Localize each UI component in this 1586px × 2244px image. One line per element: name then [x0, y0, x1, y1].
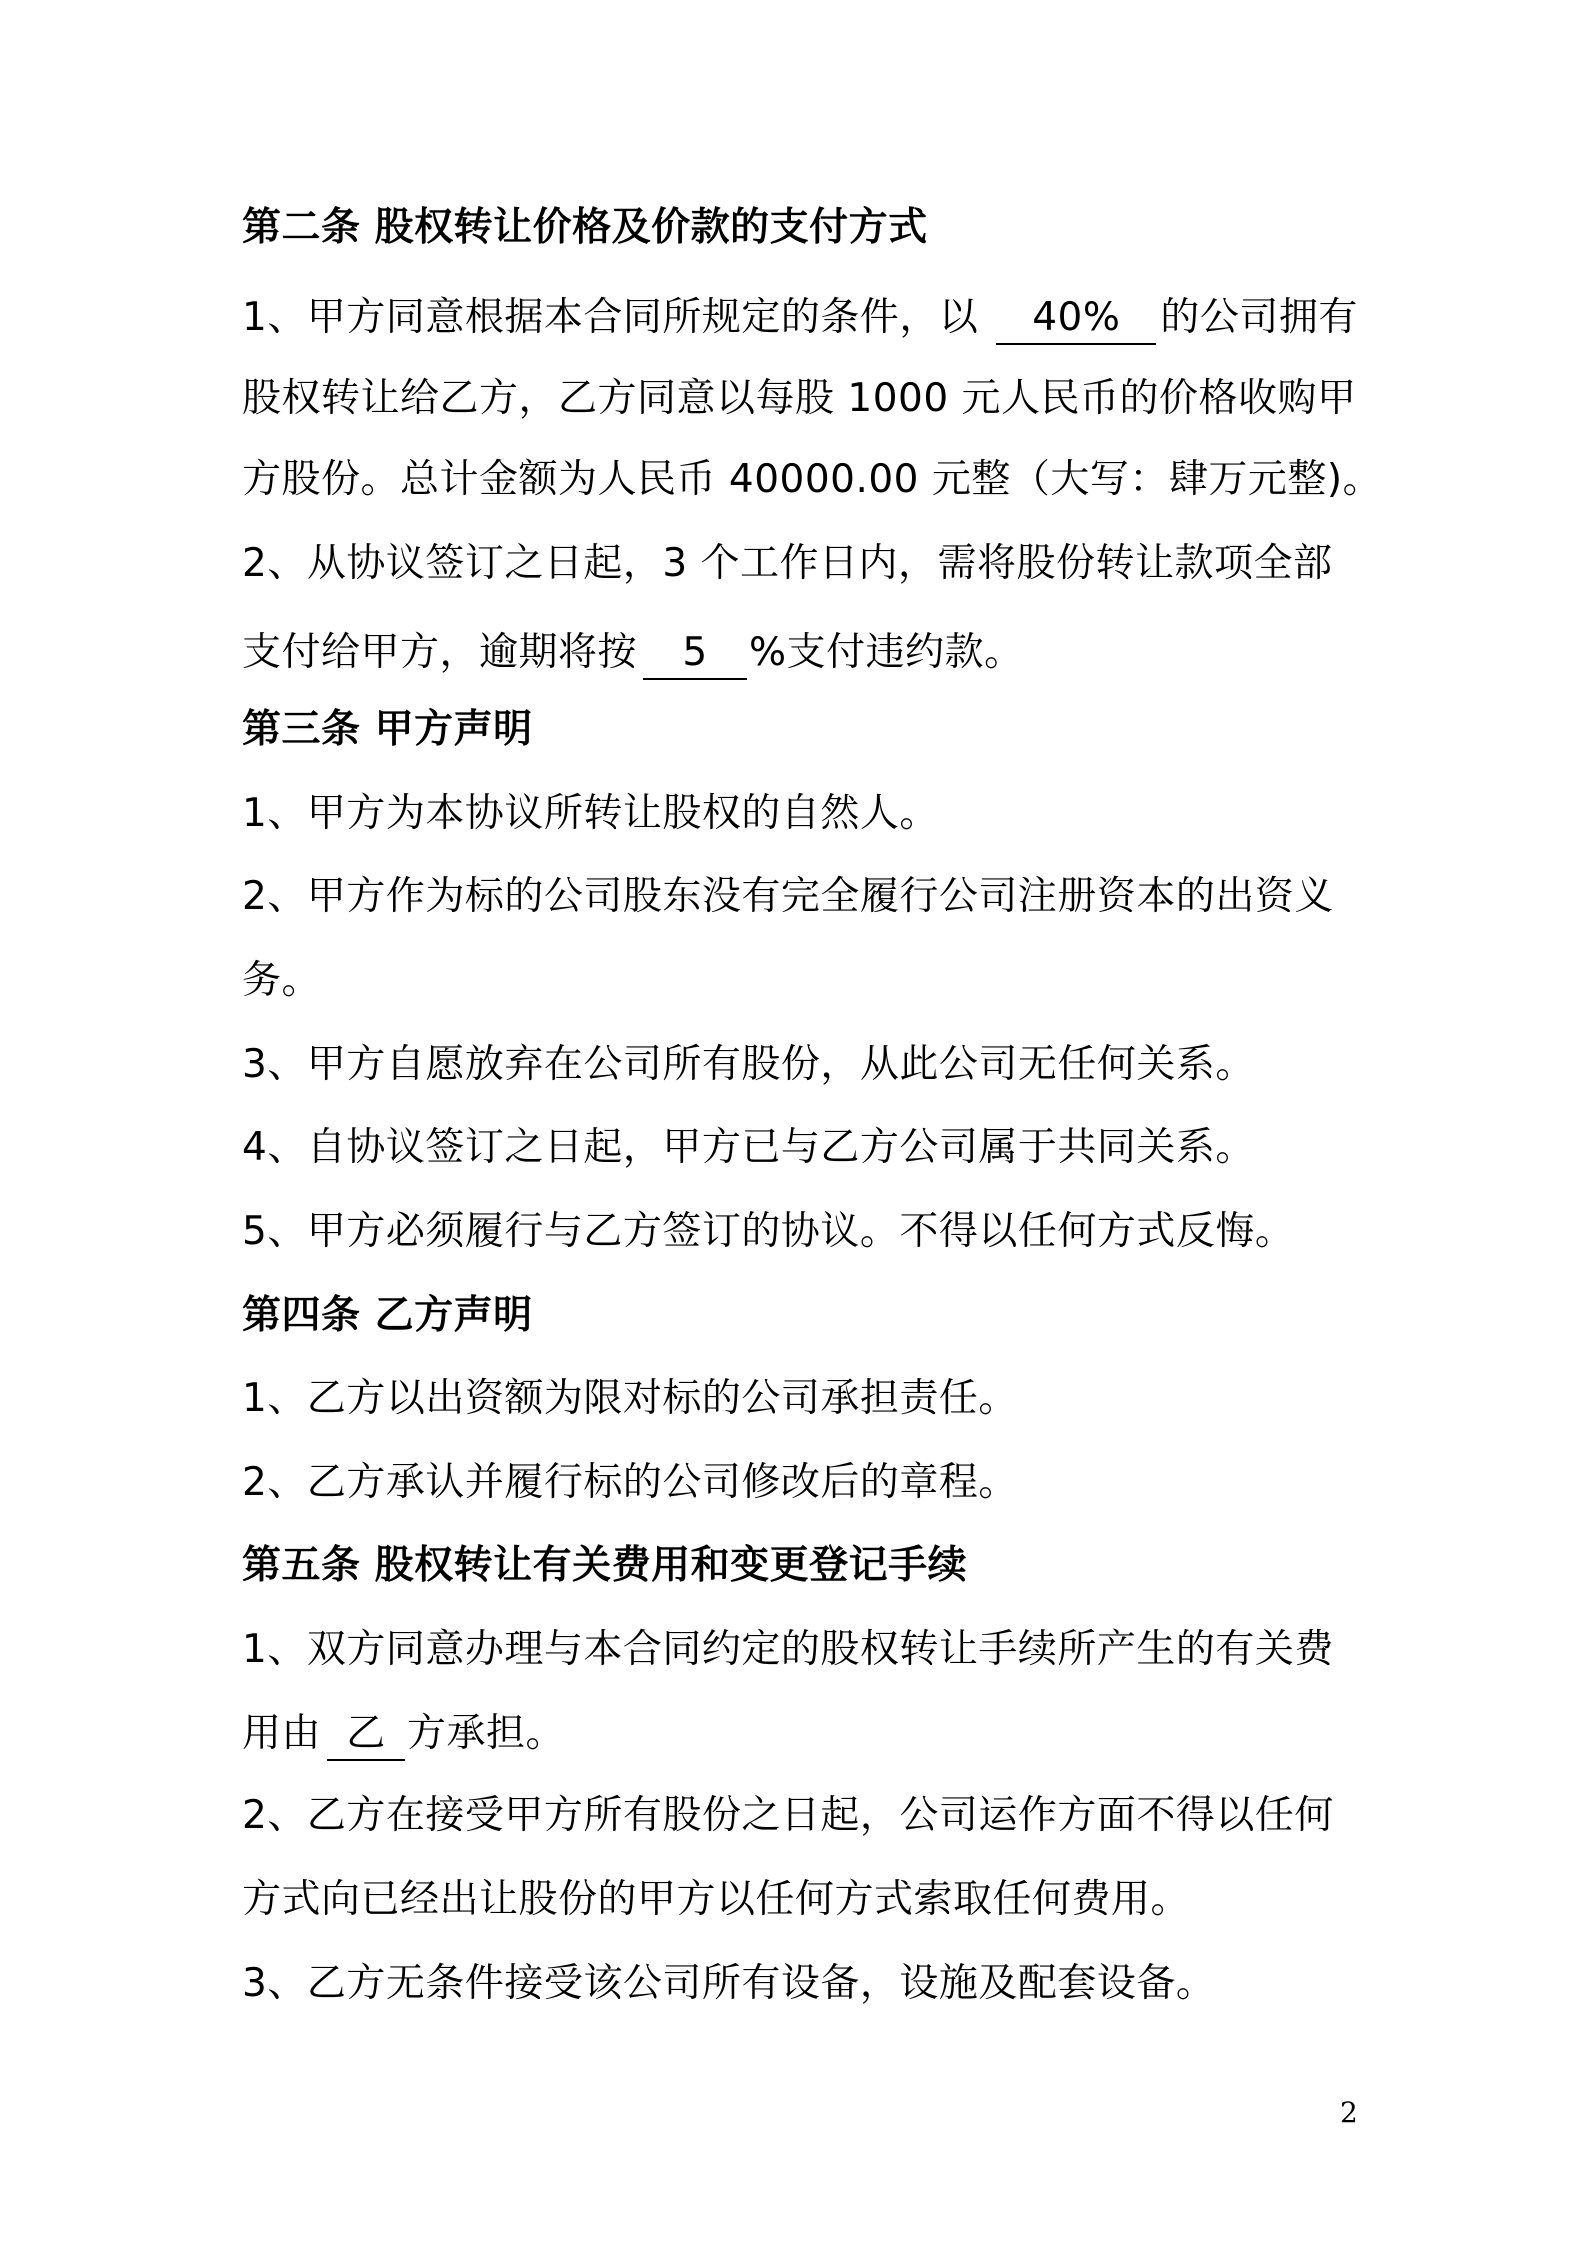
article-4-item-2: 2、乙方承认并履行标的公司修改后的章程。	[242, 1460, 1018, 1505]
article-2-item-1-line-2: 股权转让给乙方，乙方同意以每股 1000 元人民币的价格收购甲	[242, 376, 1357, 421]
text-segment: 1、甲方同意根据本合同所规定的条件，以	[242, 295, 979, 340]
article-5-item-3: 3、乙方无条件接受该公司所有设备，设施及配套设备。	[242, 1961, 1216, 2006]
article-2-item-1-line-3: 方股份。总计金额为人民币 40000.00 元整（大写：肆万元整)。	[242, 457, 1383, 502]
cost-bearer-blank: 乙	[327, 1709, 405, 1761]
article-5-heading: 第五条 股权转让有关费用和变更登记手续	[242, 1543, 968, 1588]
share-percent-blank: 40%	[996, 293, 1156, 345]
article-2-heading: 第二条 股权转让价格及价款的支付方式	[242, 205, 928, 250]
article-2-item-2-line-1: 2、从协议签订之日起，3 个工作日内，需将股份转让款项全部	[242, 541, 1333, 586]
article-2-item-1-line-1	[242, 290, 1362, 346]
article-5-item-1-line-2	[242, 1706, 1362, 1762]
article-5-item-2-line-2: 方式向已经出让股份的甲方以任何方式索取任何费用。	[242, 1877, 1191, 1922]
article-3-item-1: 1、甲方为本协议所转让股权的自然人。	[242, 791, 939, 836]
text-segment: 方承担。	[407, 1711, 566, 1756]
article-3-item-2-line-2: 务。	[242, 958, 322, 1003]
text-segment: 用由	[242, 1711, 322, 1756]
article-3-item-2-line-1: 2、甲方作为标的公司股东没有完全履行公司注册资本的出资义	[242, 874, 1334, 919]
article-4-item-1: 1、乙方以出资额为限对标的公司承担责任。	[242, 1376, 1018, 1421]
penalty-percent-blank: 5	[643, 628, 747, 680]
text-segment: 支付给甲方，逾期将按	[242, 630, 638, 675]
article-3-item-3: 3、甲方自愿放弃在公司所有股份，从此公司无任何关系。	[242, 1042, 1255, 1087]
article-2-item-2-line-2	[242, 625, 1362, 681]
article-5-item-2-line-1: 2、乙方在接受甲方所有股份之日起，公司运作方面不得以任何	[242, 1793, 1334, 1838]
article-4-heading: 第四条 乙方声明	[242, 1293, 533, 1338]
page-number: 2	[1340, 2096, 1358, 2129]
article-3-item-4: 4、自协议签订之日起，甲方已与乙方公司属于共同关系。	[242, 1125, 1255, 1170]
text-segment: 的公司拥有	[1160, 295, 1358, 340]
article-3-item-5: 5、甲方必须履行与乙方签订的协议。不得以任何方式反悔。	[242, 1209, 1295, 1254]
article-3-heading: 第三条 甲方声明	[242, 707, 533, 752]
article-5-item-1-line-1: 1、双方同意办理与本合同约定的股权转让手续所产生的有关费	[242, 1627, 1334, 1672]
text-segment: %支付违约款。	[749, 630, 1024, 675]
